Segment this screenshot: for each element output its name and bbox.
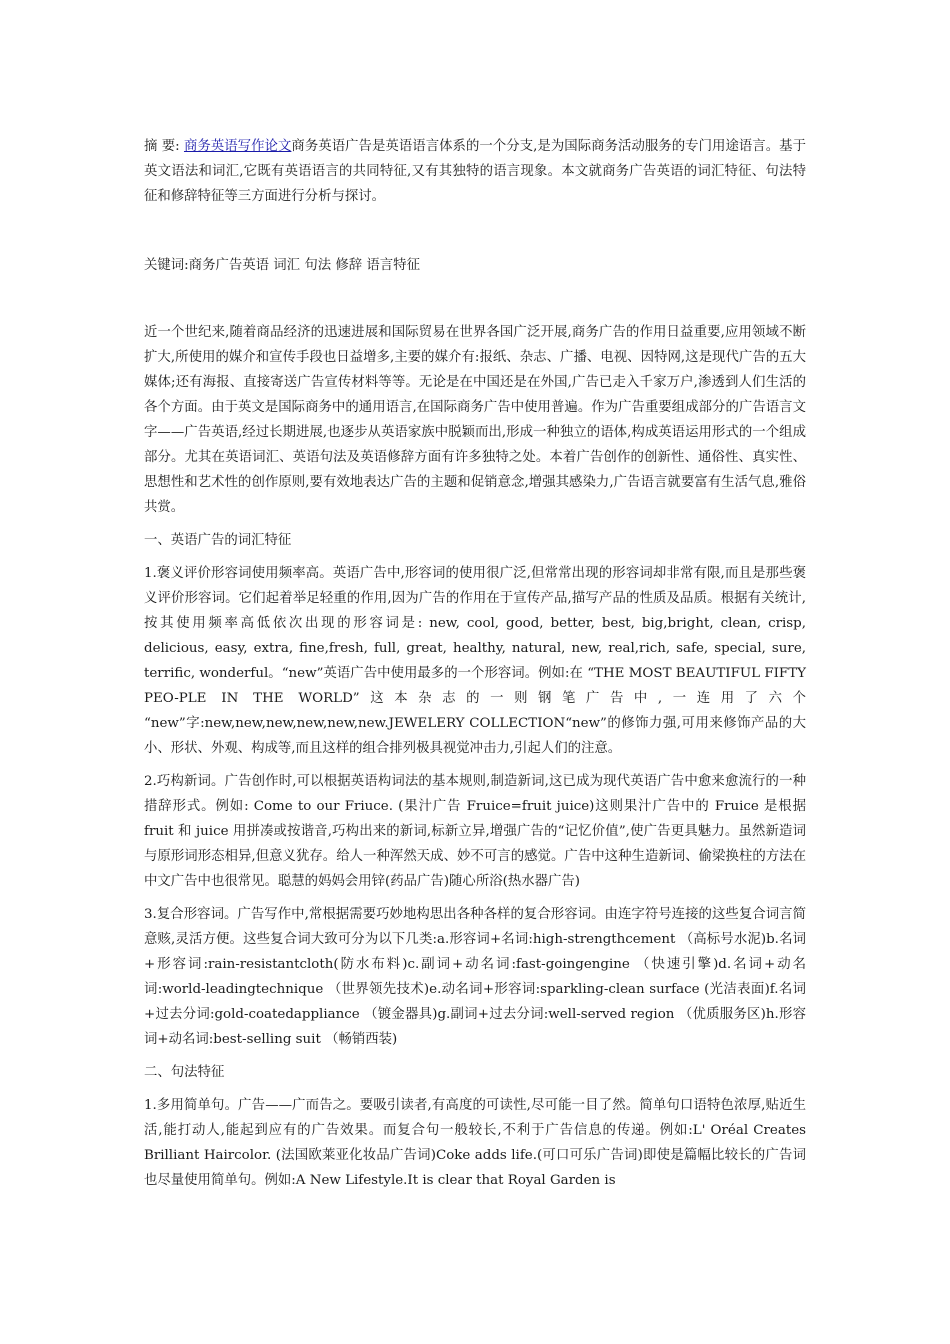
section1-heading: 一、英语广告的词汇特征 [144, 533, 292, 548]
abstract-paragraph [144, 134, 806, 209]
document-body [144, 134, 806, 1201]
keywords-line: 关键词:商务广告英语 词汇 句法 修辞 语言特征 [144, 258, 420, 273]
section2-paragraph-1: 1.多用简单句。广告——广而告之。要吸引读者,有高度的可读性,尽可能一目了然。简单句口语特色浓厚,贴近生活,能打动人,能起到应有的广告效果。而复合句一般较长,不利于广告信息的传递。例如:L' Oréal Creates Brilliant Haircolor. (法国欧莱亚化妆品广告词)Coke adds life.(可口可乐广告词)即使是篇幅比较长的广告词也尽量使用简单句。例如:A New Lifestyle.It is clear that Royal Garden is [144, 1098, 806, 1188]
intro-paragraph: 近一个世纪来,随着商品经济的迅速进展和国际贸易在世界各国广泛开展,商务广告的作用日益重要,应用领域不断扩大,所使用的媒介和宣传手段也日益增多,主要的媒介有:报纸、杂志、广播、电视、因特网,这是现代广告的五大媒体;还有海报、直接寄送广告宣传材料等等。无论是在中国还是在外国,广告已走入千家万户,渗透到人们生活的各个方面。由于英文是国际商务中的通用语言,在国际商务广告中使用普遍。作为广告重要组成部分的广告语言文字——广告英语,经过长期进展,也逐步从英语家族中脱颖而出,形成一种独立的语体,构成英语运用形式的一个组成部分。尤其在英语词汇、英语句法及英语修辞方面有许多独特之处。本着广告创作的创新性、通俗性、真实性、思想性和艺术性的创作原则,要有效地表达广告的主题和促销意念,增强其感染力,广告语言就要富有生活气息,雅俗共赏。 [144, 325, 806, 515]
abstract-link[interactable]: 商务英语写作论文 [183, 139, 292, 154]
abstract-label: 摘 要: [144, 139, 184, 154]
section1-paragraph-2: 2.巧构新词。广告创作时,可以根据英语构词法的基本规则,制造新词,这已成为现代英语广告中愈来愈流行的一种措辞形式。例如: Come to our Friuce. (果汁广告 Fruice=fruit juice)这则果汁广告中的 Fruice 是根据 fruit 和 juice 用拼凑或按谐音,巧构出来的新词,标新立异,增强广告的“记忆价值”,使广告更具魅力。虽然新造词与原形词形态相异,但意义犹存。给人一种浑然天成、妙不可言的感觉。广告中这种生造新词、偷梁换柱的方法在中文广告中也很常见。聪慧的妈妈会用锌(药品广告)随心所浴(热水器广告) [144, 774, 806, 889]
abstract-text: 商务英语广告是英语语言体系的一个分支,是为国际商务活动服务的专门用途语言。基于英文语法和词汇,它既有英语语言的共同特征,又有其独特的语言现象。本文就商务广告英语的词汇特征、句法特征和修辞特征等三方面进行分析与探讨。 [144, 139, 806, 204]
section2-heading: 二、句法特征 [144, 1065, 225, 1080]
section1-paragraph-3: 3.复合形容词。广告写作中,常根据需要巧妙地构思出各种各样的复合形容词。由连字符号连接的这些复合词言简意赅,灵活方便。这些复合词大致可分为以下几类:a.形容词+名词:high-strengthcement （高标号水泥)b.名词+形容词:rain-resistantcloth(防水布料)c.副词+动名词:fast-goingengine （快速引擎)d.名词+动名词:world-leadingtechnique （世界领先技术)e.动名词+形容词:sparkling-clean surface (光洁表面)f.名词+过去分词:gold-coatedappliance （镀金器具)g.副词+过去分词:well-served region （优质服务区)h.形容词+动名词:best-selling suit （畅销西装) [144, 907, 806, 1047]
section1-paragraph-1: 1.褒义评价形容词使用频率高。英语广告中,形容词的使用很广泛,但常常出现的形容词却非常有限,而且是那些褒义评价形容词。它们起着举足轻重的作用,因为广告的作用在于宣传产品,描写产品的性质及品质。根据有关统计,按其使用频率高低依次出现的形容词是: new, cool, good, better, best, big,bright, clean, crisp, delicious, easy, extra, fine,fresh, full, great, healthy, natural, new, real,rich, safe, special, sure, terrific, wonderful。“new”英语广告中使用最多的一个形容词。例如:在 “THE MOST BEAUTIFUL FIFTY PEO-PLE IN THE WORLD”这本杂志的一则钢笔广告中,一连用了六个 “new”字:new,new,new,new,new,new.JEWELERY COLLECTION“new”的修饰力强,可用来修饰产品的大小、形状、外观、构成等,而且这样的组合排列极具视觉冲击力,引起人们的注意。 [144, 566, 806, 756]
